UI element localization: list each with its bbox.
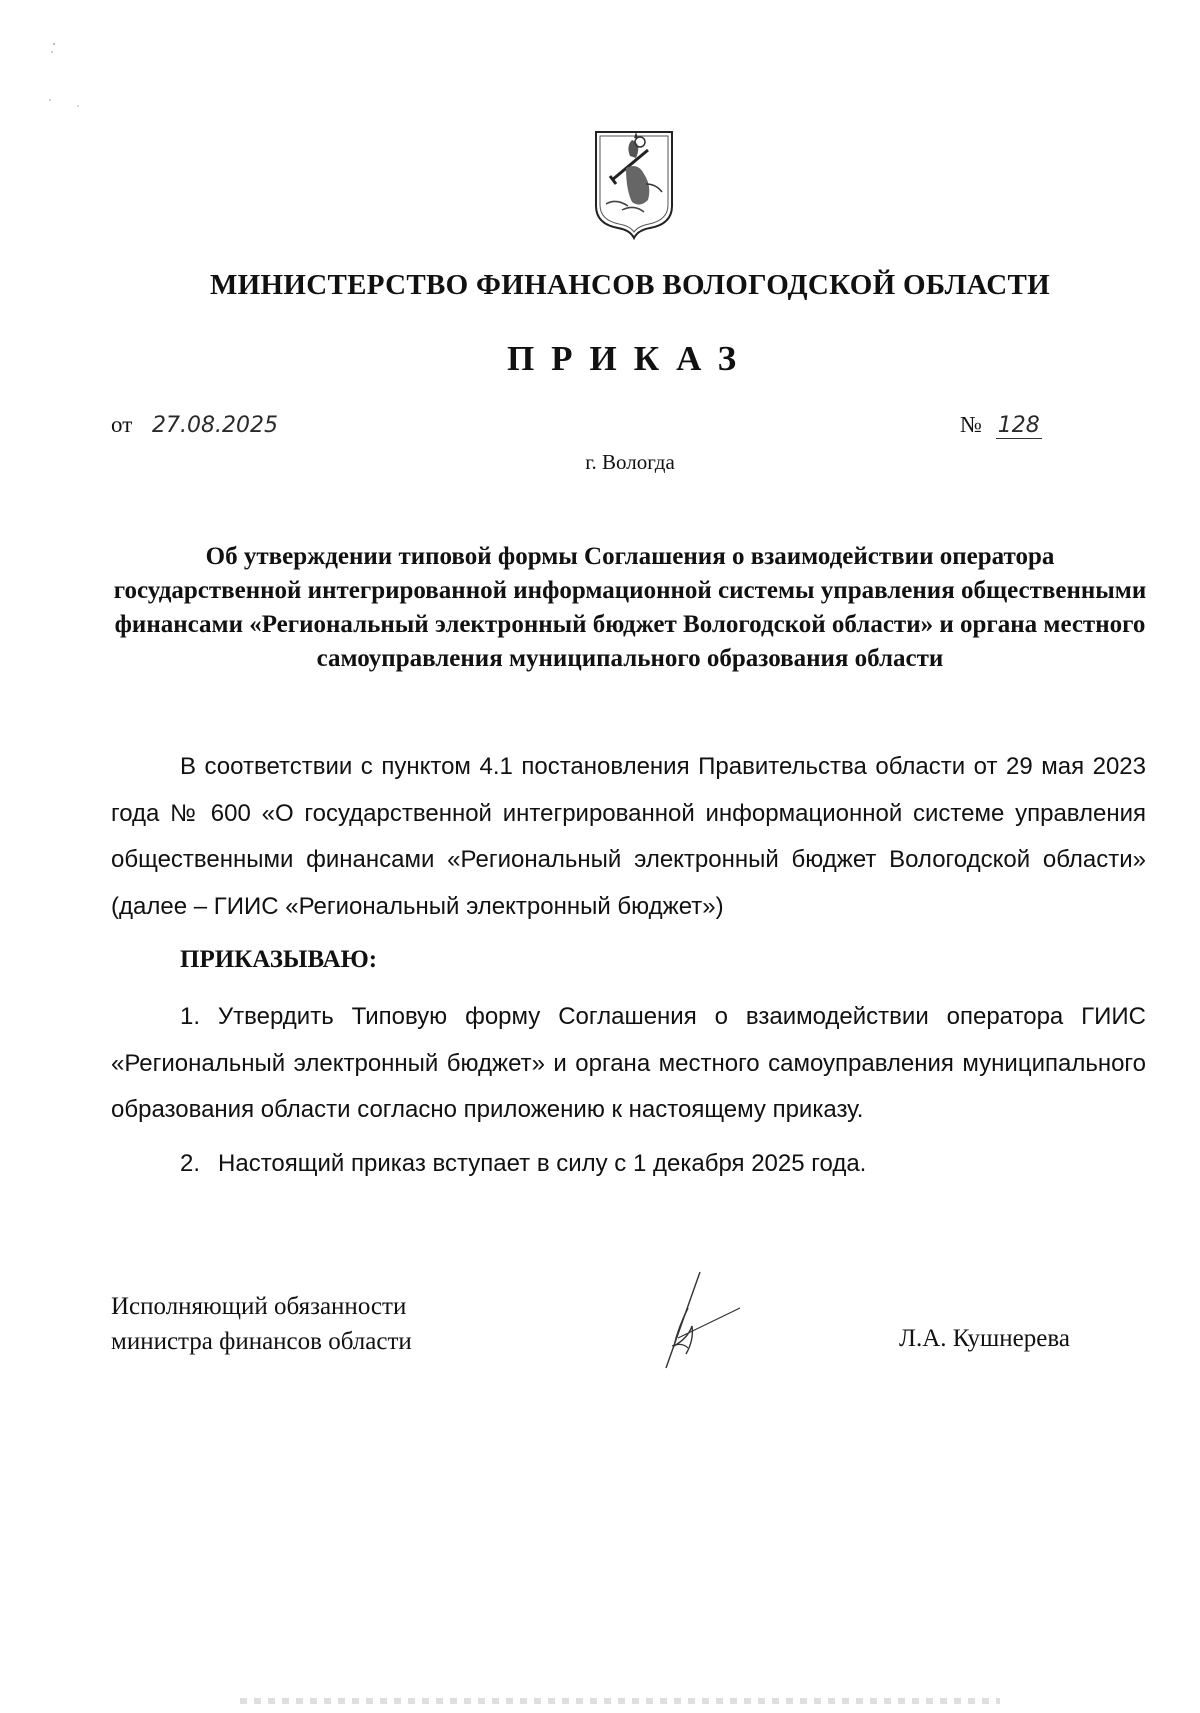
item-number: 1. [180, 1003, 201, 1030]
document-number [960, 412, 1042, 439]
signer-position-line-2: министра финансов области [111, 1328, 412, 1355]
document-date [111, 412, 278, 438]
signer-name: Л.А. Кушнерева [899, 1325, 1070, 1352]
order-subject: Об утверждении типовой формы Соглашения о взаимодействии оператора государственной интегрированной информационной системы управления общественными финансами «Региональный электронный бюджет Вологодской области» и органа местного самоуправления муниципального образования области [113, 543, 1147, 672]
order-item-2 [111, 1141, 1146, 1188]
decree-word: ПРИКАЗЫВАЮ: [180, 946, 378, 973]
date-value: 27.08.2025 [152, 413, 278, 438]
item-number: 2. [180, 1150, 201, 1177]
preamble-paragraph: В соответствии с пунктом 4.1 постановления Правительства области от 29 мая 2023 года № 600 «О государственной интегрированной информационной системе управления общественными финансами «Региональный электронный бюджет Вологодской области» (далее – ГИИС «Региональный электронный бюджет») [111, 753, 1146, 920]
signer-position [111, 1289, 412, 1359]
signer-position-line-1: Исполняющий обязанности [111, 1293, 407, 1320]
date-prefix: от [111, 412, 133, 437]
order-item-1 [111, 994, 1146, 1134]
handwritten-signature [648, 1268, 748, 1388]
document-type-title: ПРИКАЗ [506, 339, 754, 378]
city: г. Вологда [585, 450, 675, 474]
item-text: Утвердить Типовую форму Соглашения о взаимодействии оператора ГИИС «Региональный электронный бюджет» и органа местного самоуправления муниципального образования области согласно приложению к настоящему приказу. [111, 1003, 1146, 1123]
ministry-name: МИНИСТЕРСТВО ФИНАНСОВ ВОЛОГОДСКОЙ ОБЛАСТИ [209, 269, 1051, 301]
item-text: Настоящий приказ вступает в силу с 1 декабря 2025 года. [218, 1150, 867, 1177]
scan-specks [48, 40, 98, 120]
number-value: 128 [997, 413, 1040, 438]
coat-of-arms-icon [592, 128, 676, 240]
number-prefix: № [960, 412, 982, 437]
scan-edge-noise [240, 1698, 1000, 1704]
